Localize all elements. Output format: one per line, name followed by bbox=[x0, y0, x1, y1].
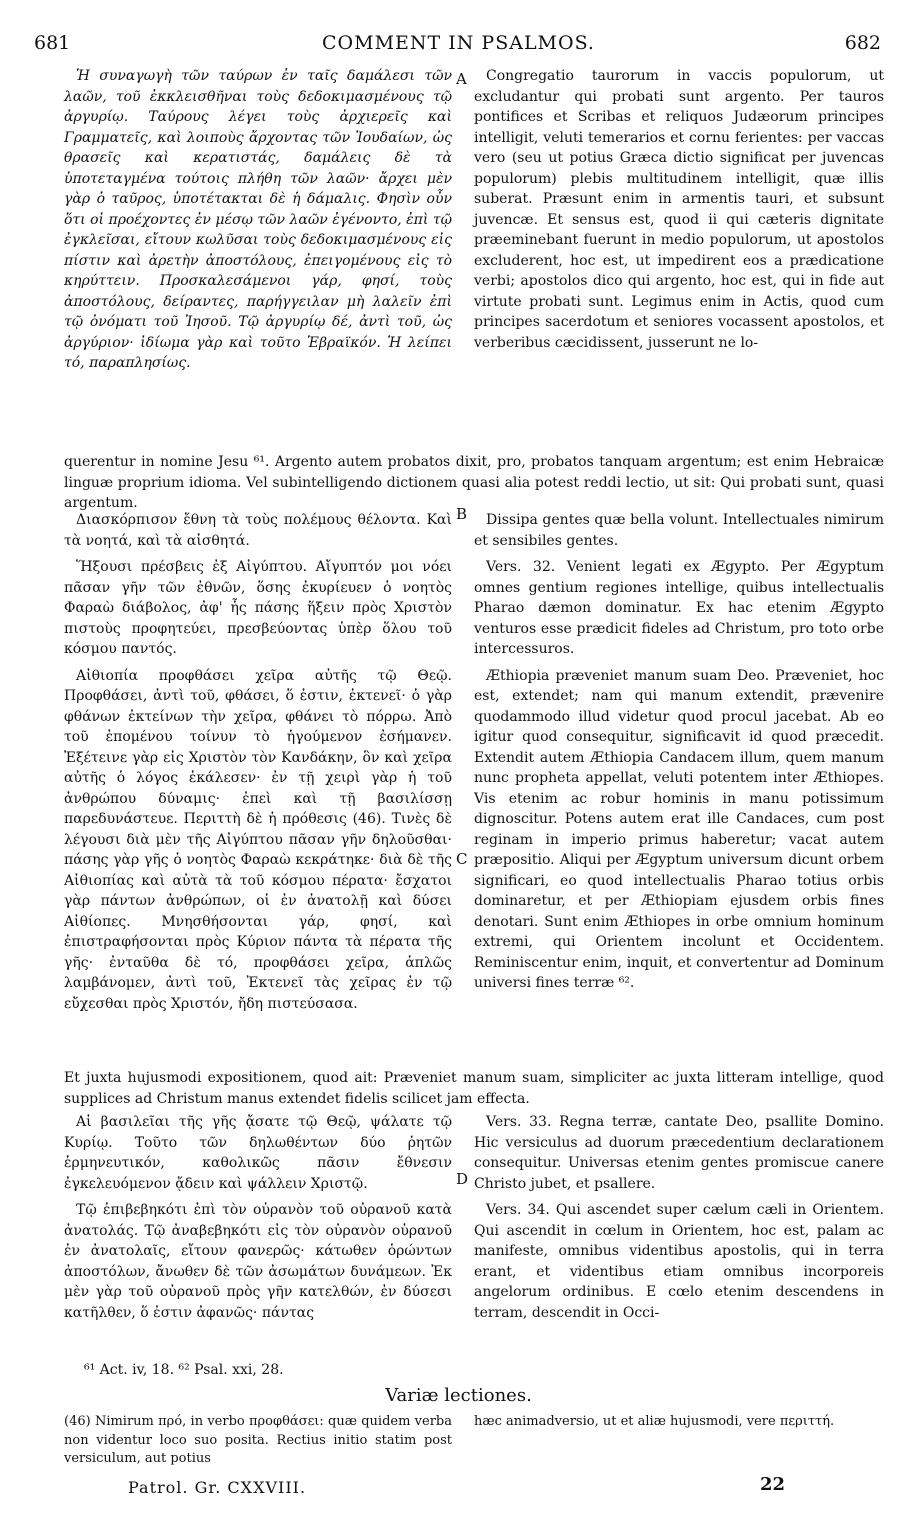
margin-marker-c: C bbox=[456, 850, 468, 868]
signature-mark: 22 bbox=[760, 1474, 786, 1495]
page-number-right: 682 bbox=[844, 32, 881, 54]
greek-paragraph: Διασκόρπισον ἔθνη τὰ τοὺς πολέμους θέλοντα. Καὶ τὰ νοητά, καὶ τὰ αἰσθητά. bbox=[64, 512, 452, 549]
page-number-left: 681 bbox=[34, 32, 71, 54]
variae-lectiones-right: hæc animadversio, ut et aliæ hujusmodi, vere περιττή. bbox=[474, 1414, 835, 1429]
greek-column-middle bbox=[64, 510, 452, 1020]
series-line: Patrol. Gr. CXXVIII. bbox=[128, 1478, 307, 1497]
greek-paragraph: Αἱ βασιλεῖαι τῆς γῆς ᾄσατε τῷ Θεῷ, ψάλατε τῷ Κυρίῳ. Τοῦτο τῶν δηλωθέντων δύο ῥητῶν ἑρμηνευτικόν, καθολικῶς πᾶσιν ἔθνεσιν ἐγκελευόμενον ᾄδειν καὶ ψάλλειν Χριστῷ. bbox=[64, 1114, 452, 1192]
greek-paragraph: Τῷ ἐπιβεβηκότι ἐπὶ τὸν οὐρανὸν τοῦ οὐρανοῦ κατὰ ἀνατολάς. Τῷ ἀναβεβηκότι εἰς τὸν οὐρανὸν οὐρανοῦ ἐν ἀνατολαῖς, εἴτουν φανερῶς· κάτωθεν ὁρώντων ἀποστόλων, ἄνωθεν δὲ τῶν ἀσωμάτων δυνάμεων. Ἐκ μὲν γὰρ τοῦ οὐρανοῦ πρὸς γῆν κατελθών, ἐν δύσεσι κατῆλθεν, ὅ ἐστιν ἀφανῶς· πάντας bbox=[64, 1202, 452, 1321]
latin-paragraph: Vers. 34. Qui ascendet super cælum cæli in Orientem. Qui ascendit in cœlum in Orientem, hoc est, palam ac manifeste, omnibus videntibus apostolis, qui in terra erant, et videntibus etiam omnibus incorporeis angelorum ordinibus. E cœlo etenim descendens in terram, descendit in Occi- bbox=[474, 1202, 884, 1321]
page-header bbox=[0, 32, 917, 58]
greek-paragraph: Ἥξουσι πρέσβεις ἐξ Αἰγύπτου. Αἴγυπτόν μοι νόει πᾶσαν γῆν τῶν ἐθνῶν, ὅσης ἐκυρίευεν ὁ νοητὸς Φαραὼ διάβολος, ἀφ' ἧς πάσης ἥξειν πρὸς Χριστὸν πιστοὺς προφητεύει, πρεσβεύοντας ὑπὲρ ὅλου τοῦ κόσμου παντός. bbox=[64, 559, 452, 657]
latin-paragraph: Vers. 33. Regna terræ, cantate Deo, psallite Domino. Hic versiculus ad duorum præcedentium declarationem consequitur. Universas etenim gentes promiscue canere Christo jubet, et psallere. bbox=[474, 1114, 884, 1192]
greek-paragraph: Ἡ συναγωγὴ τῶν ταύρων ἐν ταῖς δαμάλεσι τῶν λαῶν, τοῦ ἐκκλεισθῆναι τοὺς δεδοκιμασμένους τῷ ἀργυρίῳ. Ταύρους λέγει τοὺς ἀρχιερεῖς καὶ Γραμματεῖς, καὶ λοιποὺς ἄρχοντας τῶν Ἰουδαίων, ὡς θρασεῖς καὶ κερατιστάς, δαμάλεις δὲ τὰ ὑποτεταγμένα τούτοις πλήθη τῶν λαῶν· ἄρχει μὲν γὰρ ὁ ταῦρος, ὑποτέτακται δὲ ἡ δάμαλις. Φησὶν οὖν ὅτι οἱ προέχοντες ἐν μέσῳ τῶν λαῶν ἐγένοντο, ἐπὶ τῷ ἐγκλεῖσαι, εἴτουν κωλῦσαι τοὺς δεδοκιμασμένους εἰς πίστιν καὶ ἀρετὴν ἀποστόλους, ἐπειγομένους εἰς τὸ κηρύττειν. Προσκαλεσάμενοι γάρ, φησί, τοὺς ἀποστόλους, δείραντες, παρήγγειλαν μὴ λαλεῖν ἐπὶ τῷ ὀνόματι τοῦ Ἰησοῦ. Τῷ ἀργυρίῳ δέ, ἀντὶ τοῦ, ὡς ἀργύριον· ἰδίωμα γὰρ καὶ τοῦτο Ἑβραϊκόν. Ἡ λείπει τό, παραπλησίως. bbox=[64, 68, 452, 371]
margin-marker-b: B bbox=[456, 505, 468, 523]
footnotes: ⁶¹ Act. iv, 18. ⁶² Psal. xxi, 28. bbox=[84, 1362, 284, 1378]
greek-column-top bbox=[64, 66, 452, 380]
latin-column-middle bbox=[474, 510, 884, 1000]
variae-lectiones-left: (46) Nimirum πρό, in verbo προφθάσει: quæ quidem verba non videntur loco suo posita. Rectius initio statim post versiculum, aut potius bbox=[64, 1414, 452, 1466]
latin-paragraph: Æthiopia præveniet manum suam Deo. Præveniet, hoc est, extendet; nam qui manum extendit, prævenire quodammodo illud videtur quod procul jacebat. Ab eo igitur quod consequitur, significavit id quod præcedit. Extendit autem Æthiopia Candacem illum, quem manum nunc propheta appellat, veluti potentem inter Æthiopes. Vis etenim ac robur hominis in manu potissimum dignoscitur. Potens autem erat ille Candaces, cum post reginam in imperio primus haberetur; vacat autem præpositio. Aliqui per Ægyptum universum dicunt orbem significari, eo quod intellectualis Pharao totius orbis dominaretur, et per Æthiopiam ejusdem orbis fines denotari. Sunt enim Æthiopes in orbe omnium hominum extremi, qui Orientem incolunt et Occidentem. Reminiscentur enim, inquit, et convertentur ad Dominum universi fines terræ ⁶². bbox=[474, 667, 884, 991]
latin-column-top bbox=[474, 66, 884, 359]
latin-column-bottom bbox=[474, 1112, 884, 1329]
greek-paragraph: Αἰθιοπία προφθάσει χεῖρα αὐτῆς τῷ Θεῷ. Προφθάσει, ἀντὶ τοῦ, φθάσει, ὅ ἐστιν, ἐκτενεῖ· ὁ γὰρ φθάνων ἐκτείνων τὴν χεῖρα, φθάνει τὸ πόρρω. Ἀπὸ τοῦ ἑπομένου τοίνυν τὸ ἡγούμενον ἐσήμανεν. Ἐξέτεινε γὰρ εἰς Χριστὸν τὸν Κανδάκην, ὃν καὶ χεῖρα αὐτῆς ὁ λόγος ἐκάλεσεν· ἐν τῇ χειρὶ γὰρ ἡ τοῦ ἀνθρώπου δύναμις· ἐπεὶ καὶ τῇ βασιλίσσῃ παρεδυνάστευε. Περιττὴ δὲ ἡ πρόθεσις (46). Τινὲς δὲ λέγουσι διὰ μὲν τῆς Αἰγύπτου πᾶσαν γῆν δηλοῦσθαι· πάσης γὰρ γῆς ὁ νοητὸς Φαραὼ κεκράτηκε· διὰ δὲ τῆς Αἰθιοπίας καὶ αὐτὰ τὰ τοῦ κόσμου πέρατα· ἔσχατοι γὰρ πάντων ἀνθρώπων, οἱ ἐν ἀνατολῇ καὶ δύσει Αἰθίοπες. Μνησθήσονται γάρ, φησί, καὶ ἐπιστραφήσονται πρὸς Κύριον πάντα τὰ πέρατα τῆς γῆς· ἐνταῦθα δὲ τό, προφθάσει χεῖρα, ἁπλῶς λαμβάνομεν, ἀντὶ τοῦ, Ἐκτενεῖ τὰς χεῖρας ἐν τῷ εὔχεσθαι πρὸς Χριστόν, ἤδη πιστεύσασα. bbox=[64, 667, 452, 1012]
margin-marker-a: A bbox=[456, 70, 467, 88]
full-width-line: querentur in nomine Jesu ⁶¹. Argento autem probatos dixit, pro, probatos tanquam argentum; est enim Hebraicæ linguæ proprium idioma. Vel subintelligendo dictionem quasi alia potest reddi lectio, ut sit: Qui probati sunt, quasi argentum. bbox=[64, 454, 884, 511]
full-width-line: Et juxta hujusmodi expositionem, quod ait: Præveniet manum suam, simpliciter ac juxta litteram intellige, quod supplices ad Christum manus extendet fidelis scilicet jam effecta. bbox=[64, 1070, 884, 1107]
greek-column-bottom bbox=[64, 1112, 452, 1329]
running-title: COMMENT IN PSALMOS. bbox=[322, 32, 595, 54]
latin-paragraph: Congregatio taurorum in vaccis populorum, ut excludantur qui probati sunt argento. Per tauros pontifices et Scribas et reliquos Judæorum principes intelligit, veluti temerarios et cornu ferientes: per vaccas vero (seu ut potius Græca dictio significat per juvencas populorum) plebis multitudinem intelligit, quæ illis suberat. Præsunt enim in armentis tauri, et subsunt juvencæ. Et sensus est, quod ii qui cæteris dignitate præeminebant fuerunt in medio populorum, ut apostolos excluderent, hoc est, ut impedirent eos a prædicatione verbi; apostolos dico qui argento, hoc est, qui in fide aut virtute probati sunt. Legimus enim in Actis, quod cum principes sacerdotum et seniores vocassent apostolos, et verberibus cæcidissent, jusserunt ne lo- bbox=[474, 68, 884, 351]
variae-lectiones-title: Variæ lectiones. bbox=[385, 1385, 532, 1406]
latin-paragraph: Vers. 32. Venient legati ex Ægypto. Per Ægyptum omnes gentium regiones intellige, quibus intellectualis Pharao dæmon dominatur. Ex hac etenim Ægypto venturos esse prædicit fideles ad Christum, pro toto orbe intercessuros. bbox=[474, 559, 884, 657]
latin-paragraph: Dissipa gentes quæ bella volunt. Intellectuales nimirum et sensibiles gentes. bbox=[474, 512, 884, 549]
margin-marker-d: D bbox=[456, 1170, 469, 1188]
